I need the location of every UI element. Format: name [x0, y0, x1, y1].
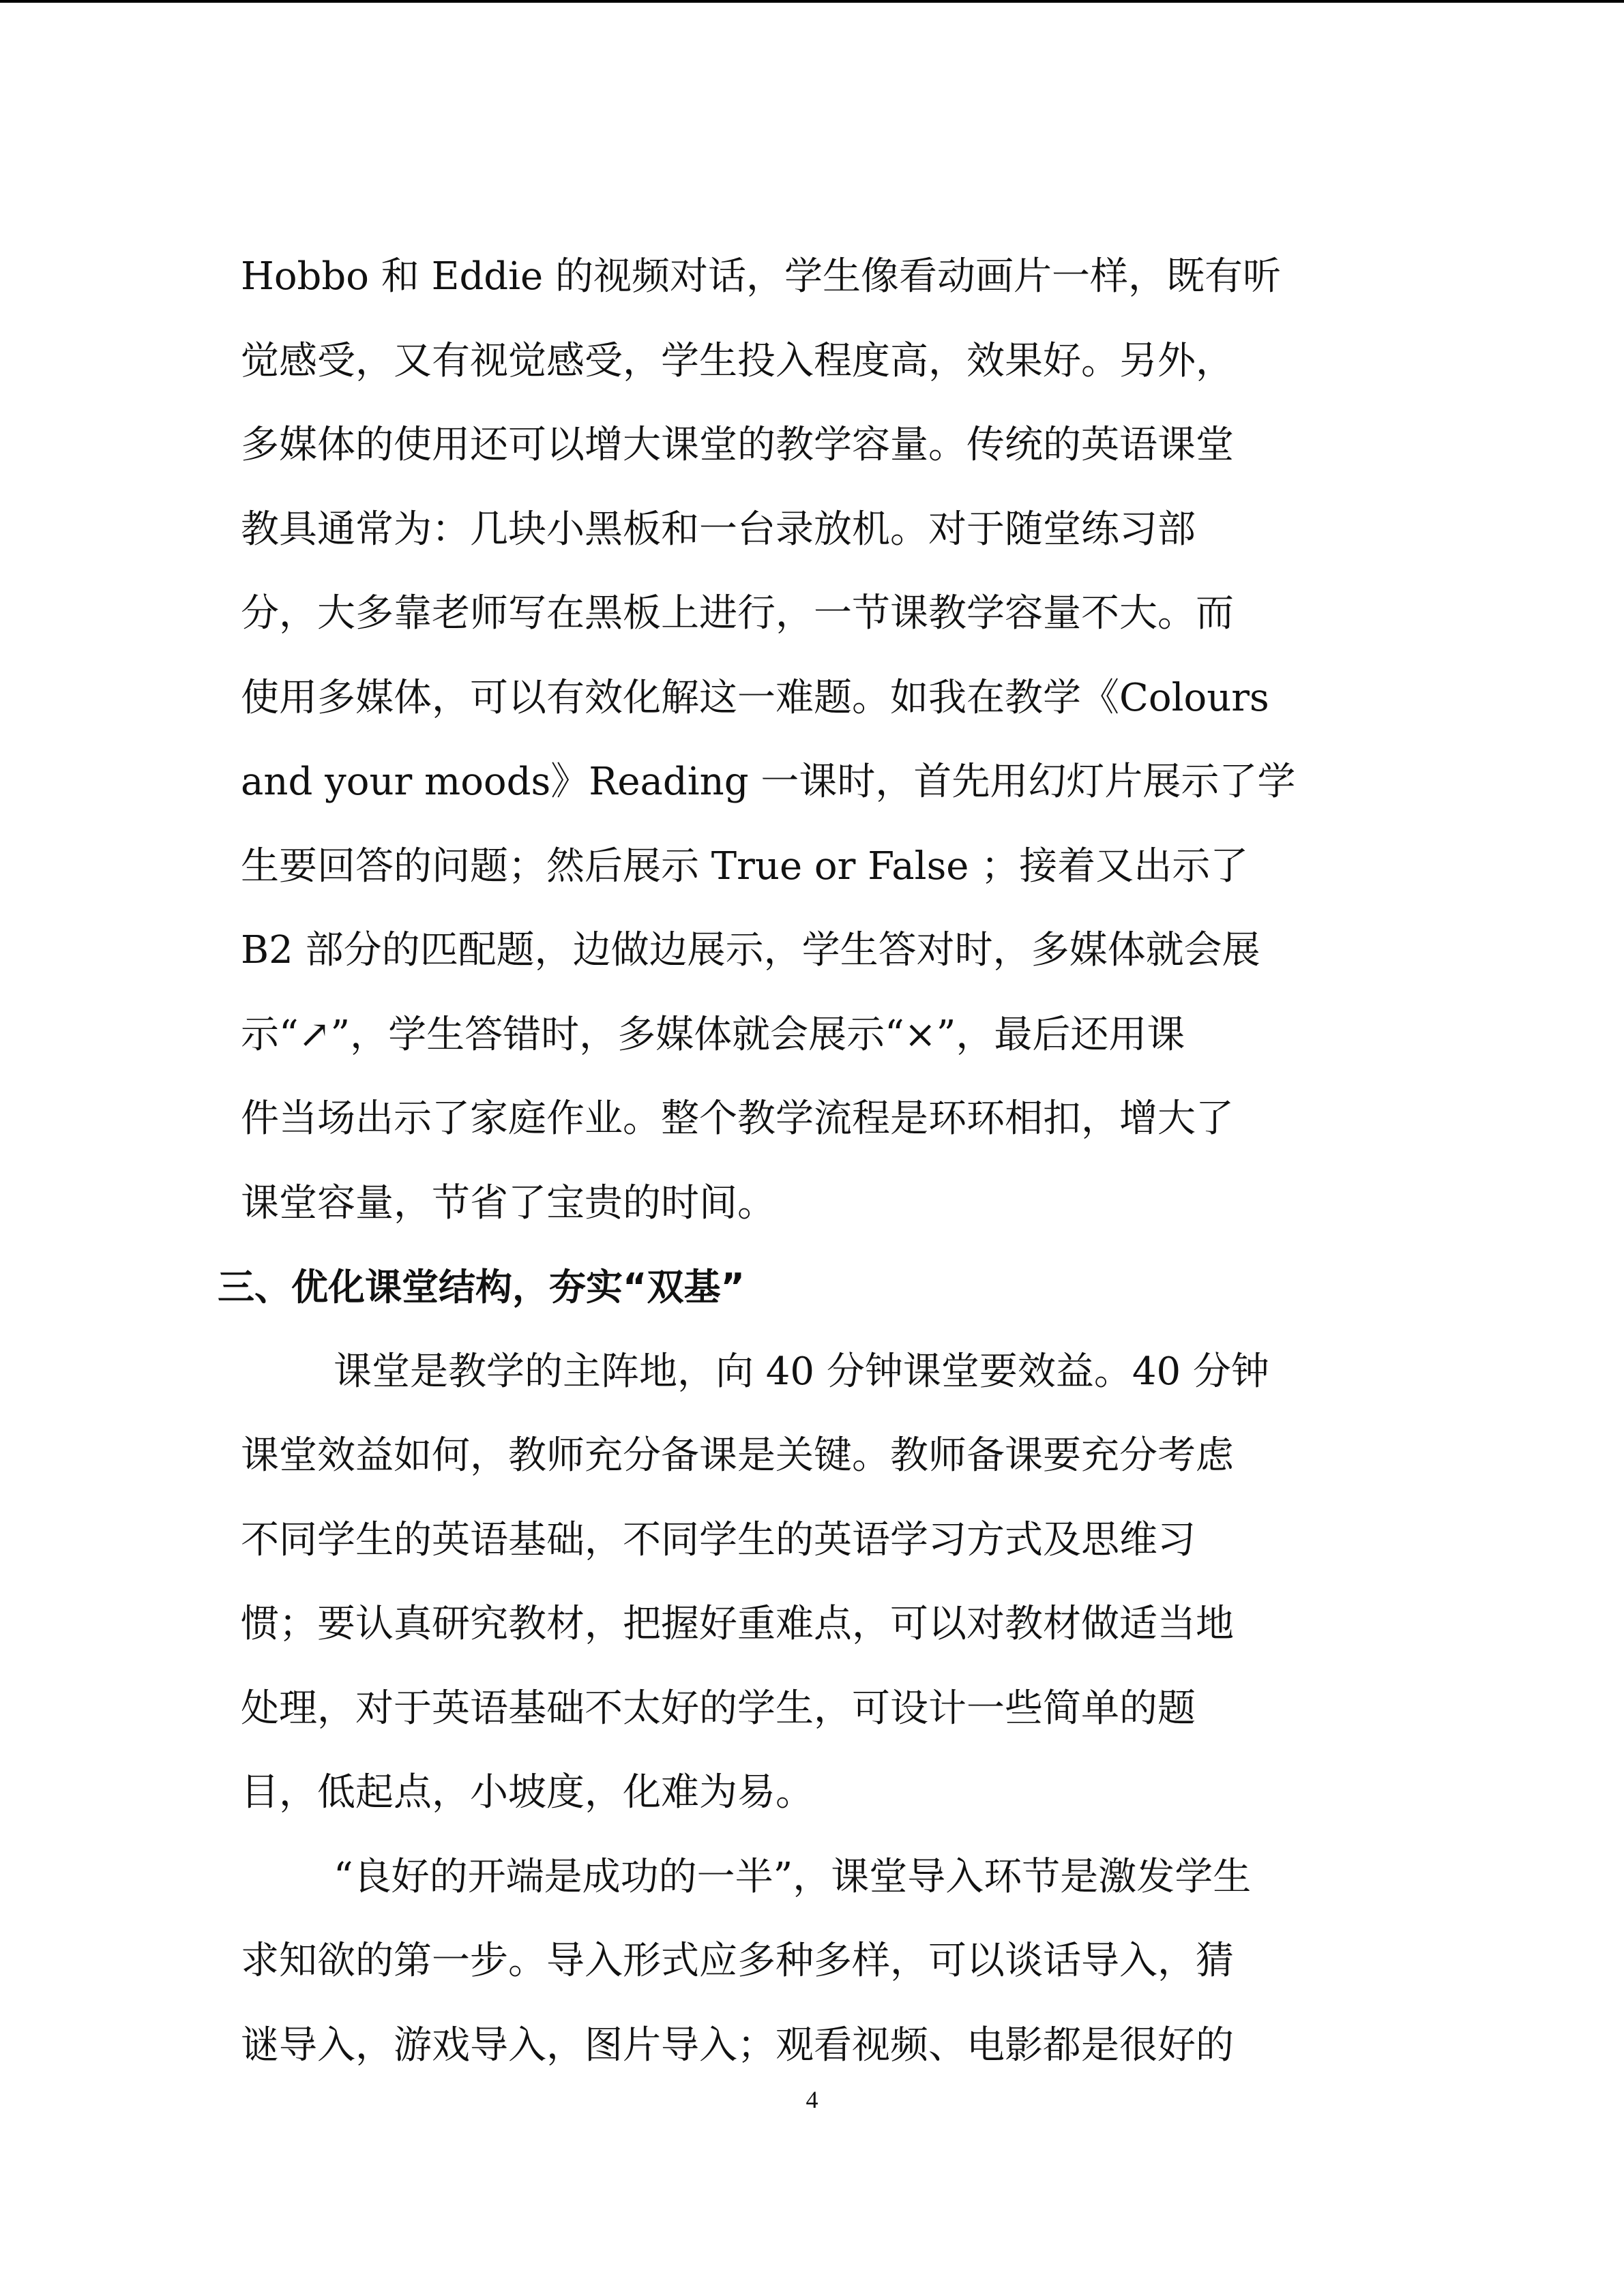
text-line: 不同学生的英语基础，不同学生的英语学习方式及思维习 — [241, 1517, 1196, 1562]
document-body — [218, 247, 1414, 2100]
top-border-line — [0, 0, 1624, 3]
text-line: 示“↗”，学生答错时，多媒体就会展示“×”，最后还用课 — [241, 1012, 1185, 1057]
text-line: 生要回答的问题；然后展示 True or False ；接着又出示了 — [241, 844, 1249, 889]
text-line: 课堂容量，节省了宝贵的时间。 — [241, 1180, 776, 1225]
page-number: 4 — [806, 2086, 818, 2113]
text-line: 教具通常为：几块小黑板和一台录放机。对于随堂练习部 — [241, 507, 1196, 552]
text-line: 多媒体的使用还可以增大课堂的教学容量。传统的英语课堂 — [241, 423, 1234, 467]
text-line: 分，大多靠老师写在黑板上进行，一节课教学容量不大。而 — [241, 591, 1234, 636]
text-line: 课堂是教学的主阵地，向 40 分钟课堂要效益。40 分钟 — [334, 1349, 1269, 1394]
text-line: and your moods》Reading 一课时，首先用幻灯片展示了学 — [241, 760, 1296, 804]
text-line: 惯；要认真研究教材，把握好重难点，可以对教材做适当地 — [241, 1602, 1234, 1646]
text-line: Hobbo 和 Eddie 的视频对话，学生像看动画片一样，既有听 — [241, 254, 1281, 299]
text-line: B2 部分的匹配题，边做边展示，学生答对时，多媒体就会展 — [241, 928, 1260, 972]
text-line: 目，低起点，小坡度，化难为易。 — [241, 1770, 814, 1815]
text-line: 件当场出示了家庭作业。整个教学流程是环环相扣，增大了 — [241, 1097, 1234, 1141]
text-line: 求知欲的第一步。导入形式应多种多样，可以谈话导入，猜 — [241, 1939, 1234, 1983]
text-line: 谜导入，游戏导入，图片导入；观看视频、电影都是很好的 — [241, 2023, 1234, 2068]
text-line: 使用多媒体，可以有效化解这一难题。如我在教学《Colours — [241, 675, 1269, 720]
paragraph-3 — [241, 1847, 1414, 2100]
text-line: 觉感受，又有视觉感受，学生投入程度高，效果好。另外， — [241, 338, 1234, 383]
text-line: 课堂效益如何，教师充分备课是关键。教师备课要充分考虑 — [241, 1433, 1234, 1478]
section-heading: 三、优化课堂结构，夯实“双基” — [218, 1266, 745, 1309]
paragraph-2 — [241, 1342, 1414, 1847]
text-line: 处理，对于英语基础不太好的学生，可设计一些简单的题 — [241, 1686, 1196, 1731]
text-line: “良好的开端是成功的一半”，课堂导入环节是激发学生 — [334, 1854, 1252, 1899]
paragraph-1 — [241, 247, 1414, 1257]
